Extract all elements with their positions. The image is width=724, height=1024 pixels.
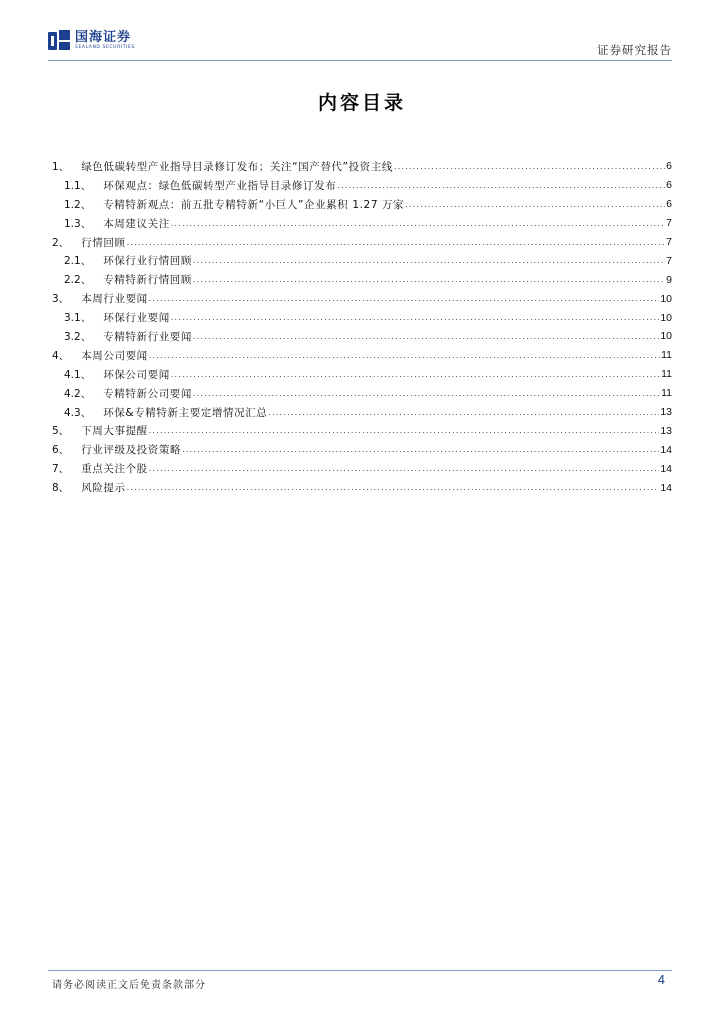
toc-entry[interactable] [52, 346, 672, 365]
toc-entry-title: 专精特新观点：前五批专精特新“小巨人”企业累积 1.27 万家 [103, 198, 405, 211]
toc-dot-leader [268, 408, 659, 417]
toc-entry-page: 11 [661, 387, 672, 400]
toc-entry-number: 2.1、 [64, 255, 92, 268]
toc-entry-page: 6 [666, 179, 672, 192]
toc-entry-page: 11 [661, 368, 672, 381]
toc-entry-number: 4、 [52, 349, 70, 362]
logo-name-cn: 国海证券 [75, 30, 132, 46]
toc-dot-leader [149, 426, 660, 435]
toc-entry-number: 7、 [52, 463, 70, 476]
toc-entry-title: 环保观点：绿色低碳转型产业指导目录修订发布 [103, 179, 337, 192]
toc-entry-page: 11 [661, 349, 672, 362]
footer-divider [48, 970, 672, 971]
toc-entry-number: 1.3、 [64, 217, 92, 230]
toc-entry[interactable] [52, 459, 672, 478]
toc-entry-title: 下周大事提醒 [81, 425, 148, 438]
toc-entry[interactable] [52, 308, 672, 327]
toc-entry-number: 3、 [52, 293, 70, 306]
toc-entry[interactable] [52, 440, 672, 459]
toc-entry-title: 本周公司要闻 [81, 349, 148, 362]
toc-entry-page: 6 [666, 198, 672, 211]
toc-entry-page: 10 [660, 292, 672, 305]
toc-entry[interactable] [52, 195, 672, 214]
toc-entry-title: 行业评级及投资策略 [81, 444, 182, 457]
toc-entry-number: 1.1、 [64, 179, 92, 192]
toc-dot-leader [193, 256, 665, 265]
toc-dot-leader [193, 275, 665, 284]
footer-disclaimer: 请务必阅读正文后免责条款部分 [52, 980, 206, 991]
toc-entry[interactable] [52, 157, 672, 176]
toc-entry-title: 重点关注个股 [81, 463, 148, 476]
toc-entry[interactable] [52, 478, 672, 497]
toc-entry[interactable] [52, 403, 672, 422]
toc-entry-page: 7 [666, 236, 672, 248]
toc-entry-page: 10 [660, 311, 672, 324]
toc-entry-title: 专精特新行业要闻 [103, 330, 193, 343]
toc-entry-page: 14 [660, 481, 672, 494]
toc-entry-number: 1、 [52, 160, 70, 173]
toc-entry-title: 风险提示 [81, 482, 126, 495]
toc-dot-leader [171, 219, 665, 228]
toc-entry-title: 环保行业要闻 [103, 312, 170, 325]
toc-entry-number: 1.2、 [64, 198, 92, 211]
toc-entry-number: 4.1、 [64, 368, 92, 381]
toc-entry-page: 6 [666, 160, 672, 173]
toc-entry-page: 14 [660, 462, 672, 475]
toc-entry[interactable] [52, 384, 672, 403]
toc-dot-leader [127, 483, 660, 492]
toc-entry-page: 9 [666, 273, 672, 286]
toc-entry-title: 绿色低碳转型产业指导目录修订发布；关注“国产替代”投资主线 [81, 160, 393, 173]
toc-dot-leader [394, 162, 665, 171]
toc-entry-page: 14 [660, 443, 672, 456]
toc-entry-title: 专精特新行情回顾 [103, 274, 193, 287]
toc-entry-number: 8、 [52, 482, 70, 495]
toc-entry-number: 6、 [52, 444, 70, 457]
toc-entry-title: 本周建议关注 [103, 217, 170, 230]
toc-entry-page: 7 [666, 217, 672, 230]
toc-entry-page: 13 [660, 406, 672, 419]
toc-entry[interactable] [52, 214, 672, 233]
company-logo [48, 26, 135, 56]
report-type-label: 证券研究报告 [597, 43, 672, 57]
table-of-contents [52, 157, 672, 497]
toc-dot-leader [127, 238, 666, 247]
toc-entry[interactable] [52, 233, 672, 252]
toc-dot-leader [149, 351, 660, 360]
toc-entry[interactable] [52, 421, 672, 440]
toc-entry[interactable] [52, 176, 672, 195]
toc-entry-number: 2.2、 [64, 274, 92, 287]
toc-dot-leader [337, 181, 665, 190]
toc-dot-leader [171, 370, 660, 379]
toc-entry-title: 环保公司要闻 [103, 368, 170, 381]
page-number: 4 [657, 972, 665, 987]
toc-dot-leader [149, 464, 660, 473]
logo-name-en: SEALAND SECURITIES [75, 45, 135, 51]
page-header [48, 26, 672, 60]
page-title: 内容目录 [317, 92, 406, 114]
toc-entry-page: 13 [660, 424, 672, 437]
toc-entry-title: 环保行业行情回顾 [103, 255, 193, 268]
toc-entry-number: 5、 [52, 425, 70, 438]
toc-entry-number: 4.3、 [64, 406, 92, 419]
toc-entry-page: 10 [660, 330, 672, 343]
toc-dot-leader [182, 445, 659, 454]
toc-dot-leader [193, 332, 659, 341]
toc-dot-leader [149, 294, 660, 303]
toc-dot-leader [171, 313, 660, 322]
toc-entry-number: 3.2、 [64, 330, 92, 343]
toc-entry[interactable] [52, 270, 672, 289]
toc-dot-leader [405, 200, 665, 209]
toc-entry[interactable] [52, 289, 672, 308]
toc-entry[interactable] [52, 251, 672, 270]
toc-entry[interactable] [52, 365, 672, 384]
toc-entry-number: 2、 [52, 236, 70, 249]
toc-dot-leader [193, 389, 660, 398]
toc-entry-title: 本周行业要闻 [81, 293, 148, 306]
toc-entry-number: 3.1、 [64, 312, 92, 325]
toc-entry-page: 7 [666, 254, 672, 267]
logo-icon [48, 30, 70, 52]
toc-entry-number: 4.2、 [64, 387, 92, 400]
toc-entry-title: 行情回顾 [81, 236, 126, 249]
header-divider [48, 60, 672, 61]
toc-entry[interactable] [52, 327, 672, 346]
toc-entry-title: 环保&专精特新主要定增情况汇总 [103, 406, 268, 419]
toc-entry-title: 专精特新公司要闻 [103, 387, 193, 400]
